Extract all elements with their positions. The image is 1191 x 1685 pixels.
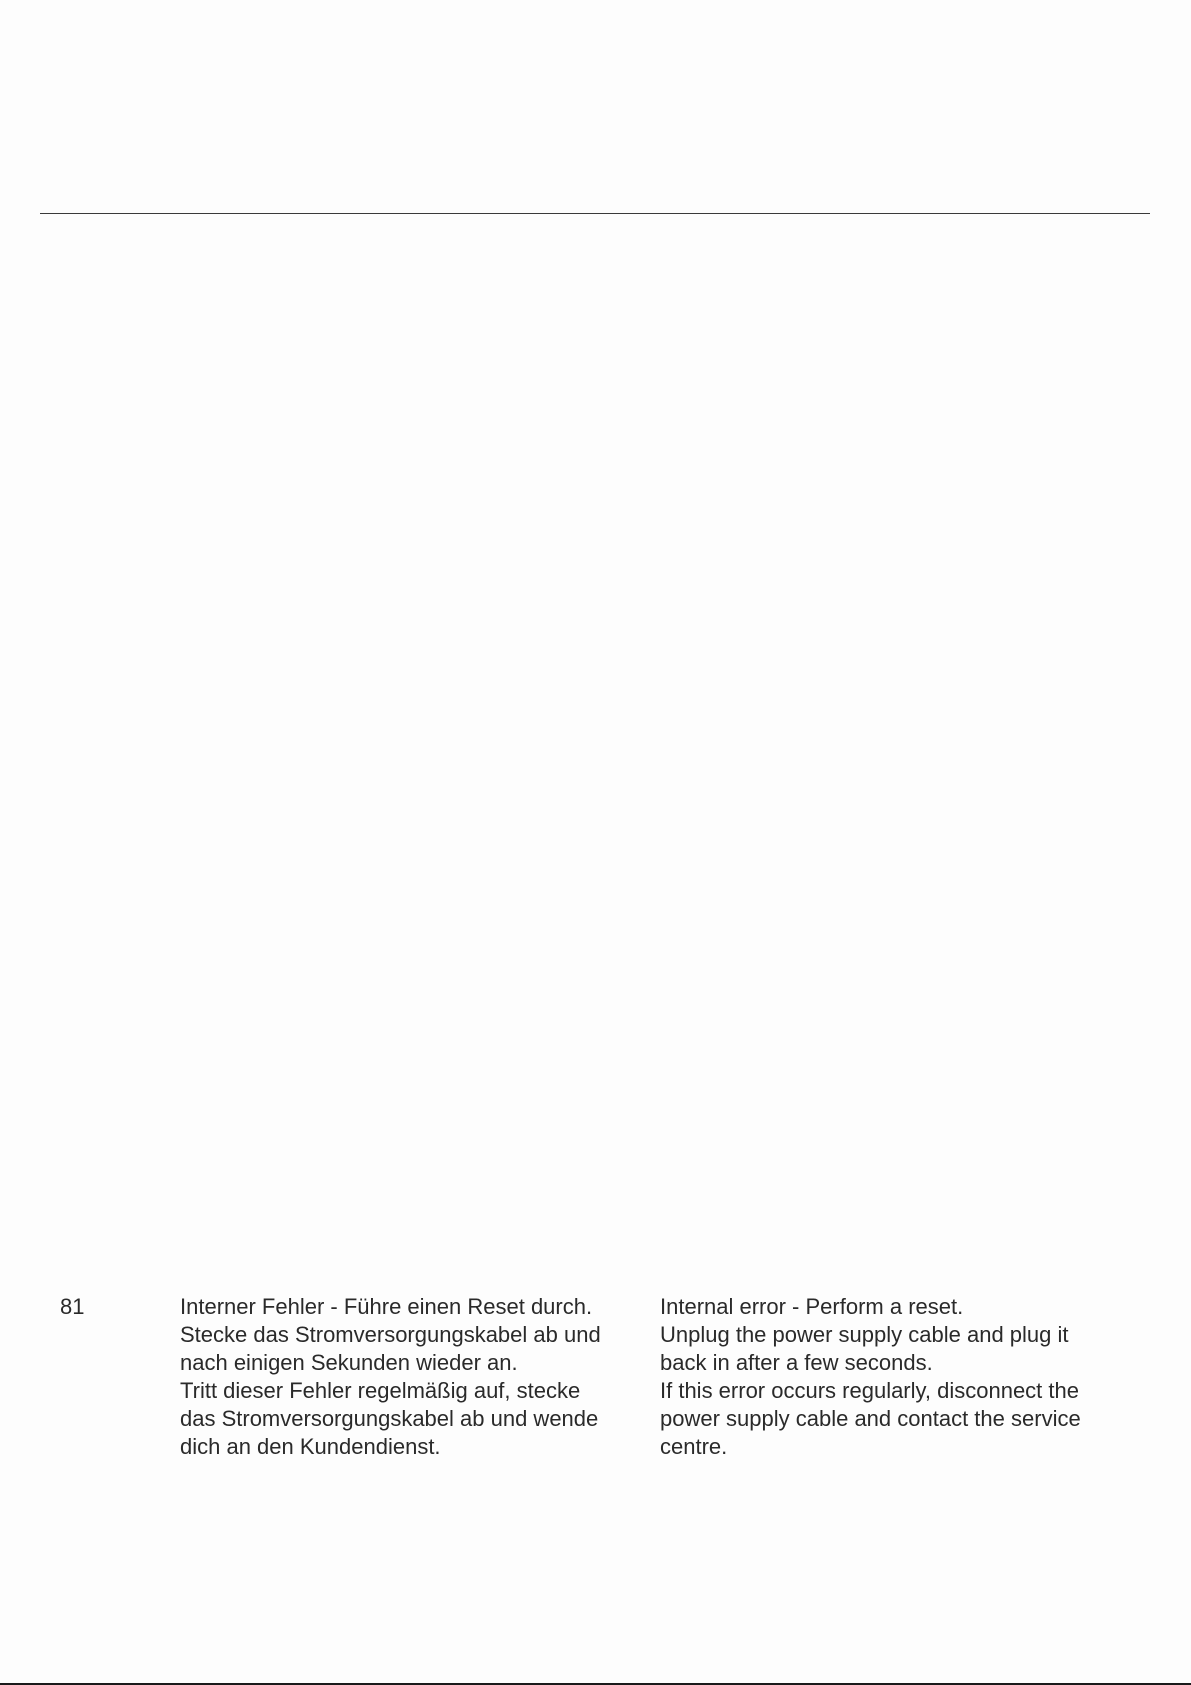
english-description bbox=[660, 1293, 1130, 1461]
error-code: 81 bbox=[60, 1294, 85, 1319]
german-line: das Stromversorgungskabel ab und wende bbox=[180, 1406, 599, 1431]
german-line: Interner Fehler - Führe einen Reset durch. bbox=[180, 1294, 593, 1319]
english-line: Internal error - Perform a reset. bbox=[660, 1294, 964, 1319]
german-line: Stecke das Stromversorgungskabel ab und bbox=[180, 1322, 601, 1347]
header-divider bbox=[40, 213, 1150, 214]
english-line: back in after a few seconds. bbox=[660, 1350, 933, 1375]
english-line: centre. bbox=[660, 1434, 728, 1459]
german-line: dich an den Kundendienst. bbox=[180, 1434, 441, 1459]
english-line: power supply cable and contact the service bbox=[660, 1406, 1081, 1431]
error-table-row bbox=[0, 1293, 1191, 1463]
english-line: If this error occurs regularly, disconnect the bbox=[660, 1378, 1079, 1403]
german-line: nach einigen Sekunden wieder an. bbox=[180, 1350, 518, 1375]
german-line: Tritt dieser Fehler regelmäßig auf, stecke bbox=[180, 1378, 581, 1403]
english-line: Unplug the power supply cable and plug it bbox=[660, 1322, 1069, 1347]
german-description bbox=[180, 1293, 650, 1461]
